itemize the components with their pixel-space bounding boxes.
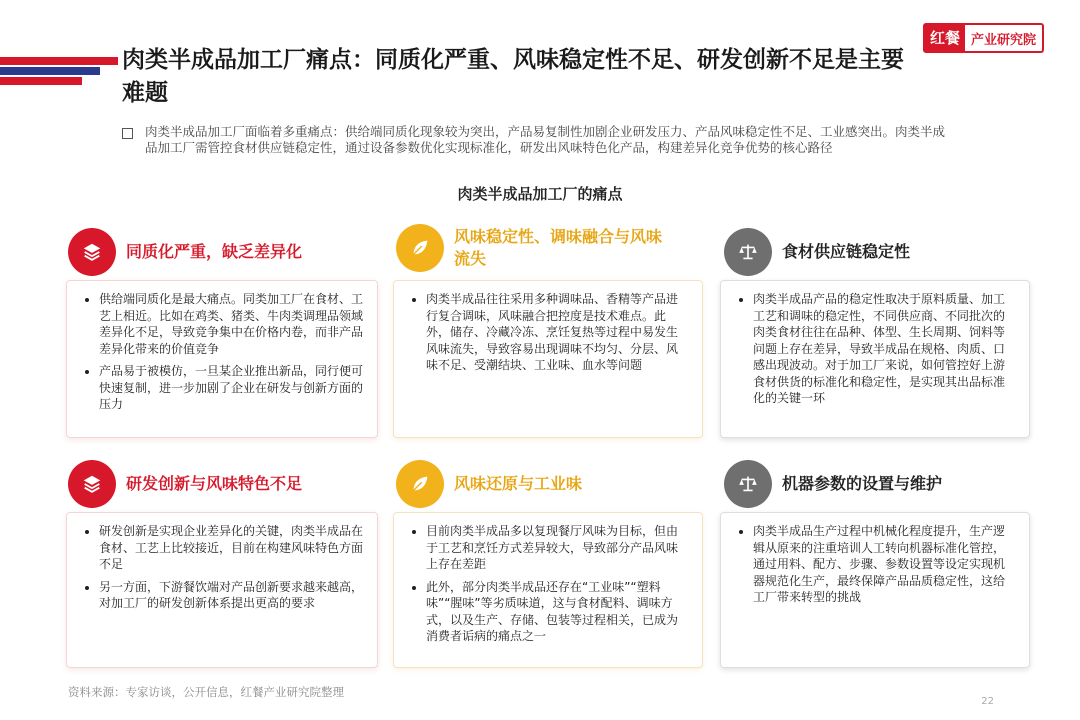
hongcan-logo — [923, 23, 1044, 53]
leaf-icon — [396, 460, 444, 508]
card-bullet: • 此外，部分肉类半成品还存在“工业味”“塑料味”“腥味”等劣质味道，这与食材配料、调味方式，以及生产、存储、包装等过程相关，已成为消费者诟病的痛点之一 — [426, 579, 688, 645]
pain-point-card — [393, 280, 703, 438]
card-bullet: • 另一方面，下游餐饮端对产品创新要求越来越高，对加工厂的研发创新体系提出更高的要求 — [99, 579, 363, 612]
intro-text: 肉类半成品加工厂面临着多重痛点：供给端同质化现象较为突出，产品易复制性加剧企业研发压力、产品风味稳定性不足、工业感突出。肉类半成品加工厂需管控食材供应链稳定性，通过设备参数优化实现标准化，研发出风味特色化产品，构建差异化竞争优势的核心路径 — [145, 124, 946, 155]
card-bullet: • 肉类半成品往往采用多种调味品、香精等产品进行复合调味，风味融合把控度是技术难点。此外，储存、冷藏冷冻、烹饪复热等过程中易发生风味流失，导致容易出现调味不均匀、分层、风味不足、受潮结块、工业味、血水等问题 — [426, 291, 688, 374]
category-header-rnd — [68, 460, 386, 508]
category-header-homogenization — [68, 228, 386, 276]
leaf-icon — [396, 224, 444, 272]
layers-icon — [68, 460, 116, 508]
category-header-flavor-restoration — [396, 460, 674, 508]
category-header-flavor-stability — [396, 224, 674, 272]
category-title: 风味稳定性、调味融合与风味流失 — [454, 227, 663, 268]
square-bullet-icon — [122, 128, 133, 139]
card-bullet: • 目前肉类半成品多以复现餐厅风味为目标，但由于工艺和烹饪方式差异较大，导致部分产品风味上存在差距 — [426, 523, 688, 573]
pain-point-card — [720, 512, 1030, 668]
category-header-supply-chain — [724, 228, 1042, 276]
layers-icon — [68, 228, 116, 276]
category-title: 研发创新与风味特色不足 — [126, 474, 303, 493]
category-header-machine-params — [724, 460, 1042, 508]
card-bullet: • 产品易于被模仿，一旦某企业推出新品，同行便可快速复制，进一步加剧了企业在研发与创新方面的压力 — [99, 363, 363, 413]
pain-point-card — [66, 512, 378, 668]
card-bullet: • 供给端同质化是最大痛点。同类加工厂在食材、工艺上相近。比如在鸡类、猪类、牛肉类调理品领域差异化不足，导致竞争集中在价格内卷，而非产品差异化带来的价值竞争 — [99, 291, 363, 357]
page-title: 肉类半成品加工厂痛点：同质化严重、风味稳定性不足、研发创新不足是主要难题 — [122, 47, 904, 106]
intro-paragraph — [122, 124, 952, 156]
scale-icon — [724, 228, 772, 276]
category-title: 食材供应链稳定性 — [782, 242, 911, 261]
card-bullet: • 肉类半成品生产过程中机械化程度提升，生产逻辑从原来的注重培训人工转向机器标准化管控，通过用料、配方、步骤、参数设置等设定实现机器规范化生产，最终保障产品品质稳定性，这给工厂带来转型的挑战 — [753, 523, 1015, 606]
category-title: 同质化严重，缺乏差异化 — [126, 242, 303, 261]
scale-icon — [724, 460, 772, 508]
logo-institute: 产业研究院 — [970, 32, 1036, 48]
card-bullet: • 肉类半成品产品的稳定性取决于原料质量、加工工艺和调味的稳定性，不同供应商、不同批次的肉类食材往往在品种、体型、生长周期、饲料等问题上存在差异，导致半成品在规格、肉质、口感出现波动。对于加工厂来说，如何管控好上游食材供货的标准化和稳定性，是实现其出品标准化的关键一环 — [753, 291, 1015, 407]
pain-point-card — [66, 280, 378, 438]
header-stripe-decoration — [0, 57, 118, 87]
category-title: 机器参数的设置与维护 — [782, 474, 943, 493]
category-title: 风味还原与工业味 — [454, 474, 583, 493]
source-note: 资料来源：专家访谈，公开信息，红餐产业研究院整理 — [68, 685, 344, 699]
pain-point-card — [393, 512, 703, 668]
section-title: 肉类半成品加工厂的痛点 — [457, 185, 623, 203]
logo-brand: 红餐 — [925, 25, 965, 51]
pain-point-card — [720, 280, 1030, 438]
card-bullet: • 研发创新是实现企业差异化的关键，肉类半成品在食材、工艺上比较接近，目前在构建风味特色方面不足 — [99, 523, 363, 573]
page-number: 22 — [981, 696, 994, 707]
